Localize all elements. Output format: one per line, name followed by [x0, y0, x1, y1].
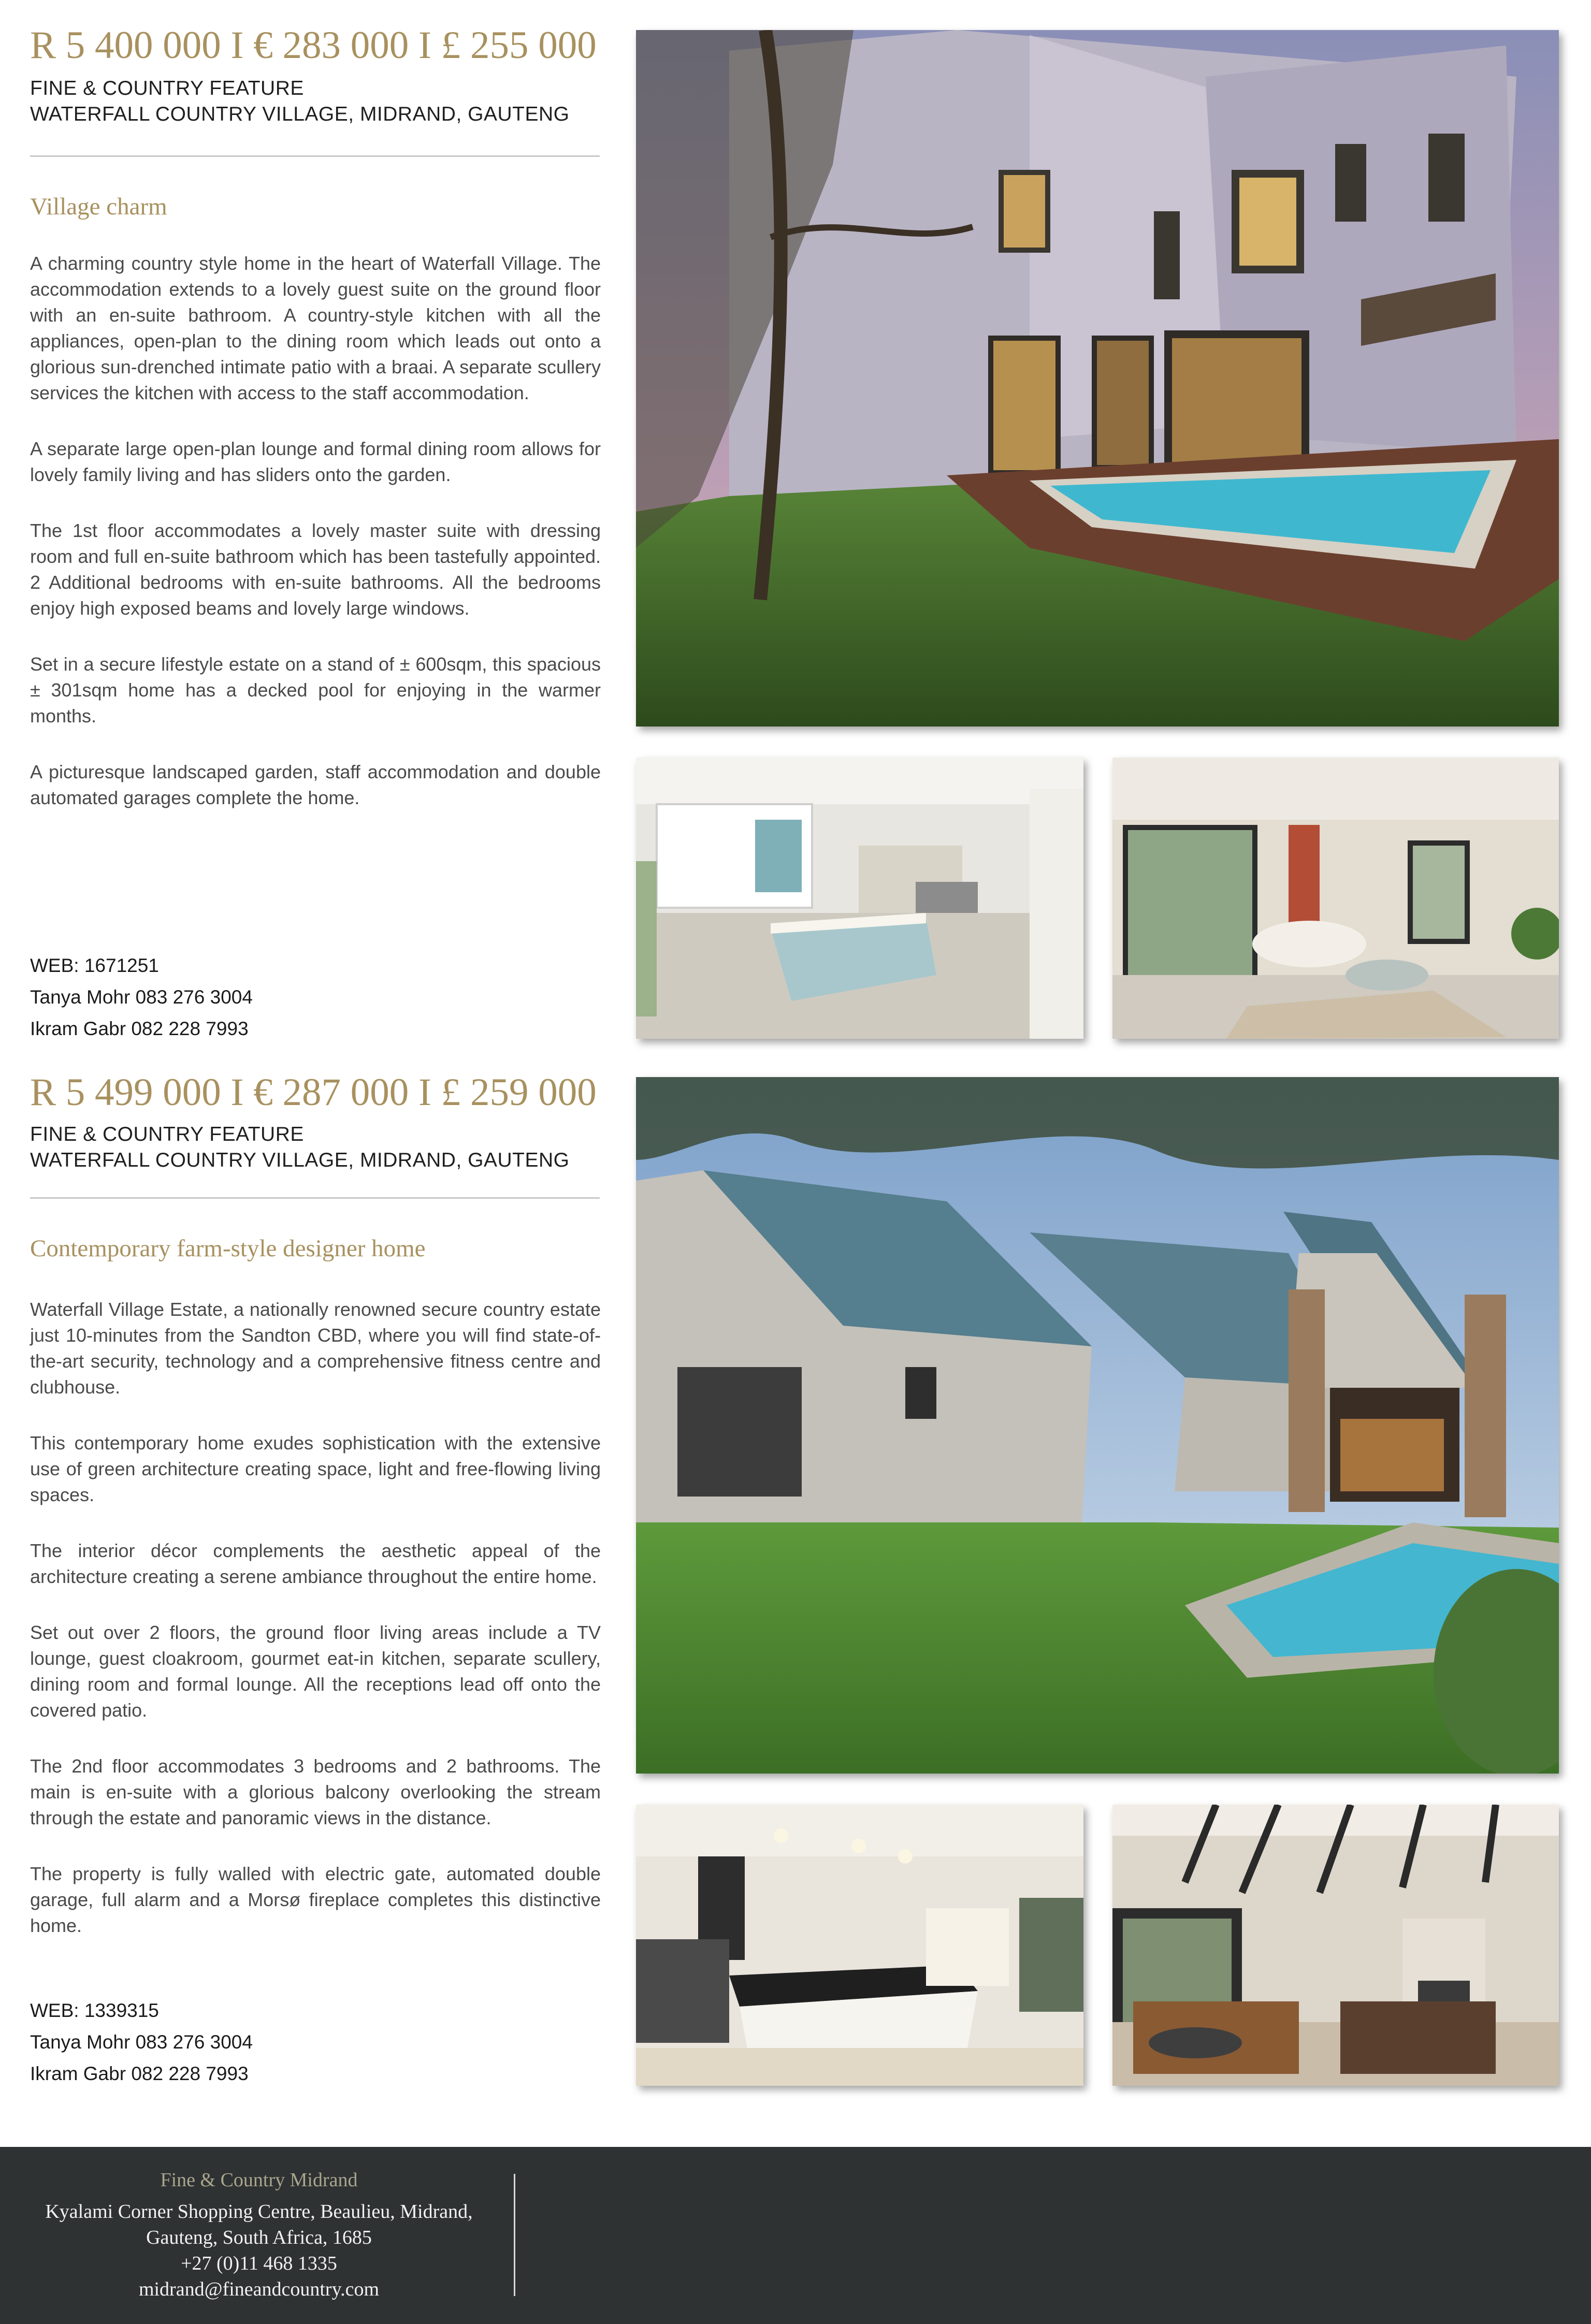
agent-contact: Ikram Gabr 082 228 7993	[30, 2063, 249, 2084]
paragraph: The 1st floor accommodates a lovely master suite with dressing room and full en-suite bathroom which has been tastefully appointed. 2 Additional bedrooms with en-suite bathrooms. All the bedrooms enjoy high exposed beams and lovely large windows.	[30, 520, 601, 619]
agent-contact: Tanya Mohr 083 276 3004	[30, 2031, 253, 2053]
address-line: Gauteng, South Africa, 1685	[146, 2227, 372, 2248]
agent-contact: Ikram Gabr 082 228 7993	[30, 1018, 249, 1039]
kitchen-photo	[636, 758, 1083, 1039]
web-reference: WEB: 1339315	[30, 2000, 159, 2021]
paragraph: Set out over 2 floors, the ground floor living areas include a TV lounge, guest cloakroom, gourmet eat-in kitchen, separate scullery, dining room and formal lounge. All the receptions lead off onto the covered patio.	[30, 1622, 601, 1721]
listing-text-column	[30, 0, 601, 1046]
listing-subtitle: Village charm	[30, 193, 167, 220]
paragraph: Set in a secure lifestyle estate on a stand of ± 600sqm, this spacious ± 301sqm home has a decked pool for enjoying in the warmer months.	[30, 653, 601, 727]
divider	[30, 1197, 600, 1199]
footer-divider	[514, 2174, 515, 2296]
divider	[30, 155, 600, 157]
lounge-photo	[1112, 758, 1559, 1039]
paragraph: The 2nd floor accommodates 3 bedrooms and 2 bathrooms. The main is en-suite with a glorious balcony overlooking the stream through the estate and panoramic views in the distance.	[30, 1755, 601, 1828]
address-line: Kyalami Corner Shopping Centre, Beaulieu, Midrand,	[45, 2201, 473, 2223]
contact-block	[30, 950, 253, 1044]
paragraph: A charming country style home in the heart of Waterfall Village. The accommodation extends to a lovely guest suite on the ground floor with an en-suite bathroom. A country-style kitchen with all the appliances, open-plan to the dining room which leads out onto a glorious sun-drenched intimate patio with a braai. A separate scullery services the kitchen with access to the staff accommodation.	[30, 253, 601, 403]
web-reference: WEB: 1671251	[30, 955, 159, 976]
exterior-photo	[636, 1077, 1559, 1774]
contact-block	[30, 1995, 253, 2089]
feature-label: FINE & COUNTRY FEATURE	[30, 77, 304, 99]
living-room-photo	[1112, 1805, 1559, 2086]
listing-description	[30, 251, 601, 841]
office-address	[0, 2199, 518, 2302]
exterior-photo	[636, 30, 1559, 727]
listing-location: WATERFALL COUNTRY VILLAGE, MIDRAND, GAUTENG	[30, 103, 570, 125]
paragraph: Waterfall Village Estate, a nationally renowned secure country estate just 10-minutes from the Sandton CBD, where you will find state-of-the-art security, technology and a comprehensive fitness centre and clubhouse.	[30, 1299, 601, 1398]
paragraph: A picturesque landscaped garden, staff accommodation and double automated garages complete the home.	[30, 761, 601, 808]
listing-2	[0, 1046, 1591, 2144]
paragraph: The property is fully walled with electric gate, automated double garage, full alarm and a Morsø fireplace completes this distinctive home.	[30, 1863, 601, 1936]
paragraph: A separate large open-plan lounge and formal dining room allows for lovely family living and has sliders onto the garden.	[30, 438, 601, 485]
listing-1	[0, 0, 1591, 1046]
agent-contact: Tanya Mohr 083 276 3004	[30, 986, 253, 1008]
listing-price: R 5 400 000 I € 283 000 I £ 255 000	[30, 24, 597, 67]
paragraph: This contemporary home exudes sophistication with the extensive use of green architecture creating space, light and free-flowing living spaces.	[30, 1432, 601, 1505]
office-email[interactable]: midrand@fineandcountry.com	[138, 2278, 380, 2300]
feature-label: FINE & COUNTRY FEATURE	[30, 1123, 304, 1145]
kitchen-photo	[636, 1805, 1083, 2086]
paragraph: The interior décor complements the aesthetic appeal of the architecture creating a serene ambiance throughout the entire home.	[30, 1540, 601, 1587]
listing-description	[30, 1297, 601, 1969]
listing-location: WATERFALL COUNTRY VILLAGE, MIDRAND, GAUTENG	[30, 1149, 570, 1171]
listing-price: R 5 499 000 I € 287 000 I £ 259 000	[30, 1071, 597, 1114]
listing-subtitle: Contemporary farm-style designer home	[30, 1235, 426, 1262]
listing-text-column	[30, 1046, 601, 2144]
office-name: Fine & Country Midrand	[160, 2169, 358, 2191]
footer	[0, 2147, 1591, 2324]
office-phone: +27 (0)11 468 1335	[181, 2253, 337, 2274]
